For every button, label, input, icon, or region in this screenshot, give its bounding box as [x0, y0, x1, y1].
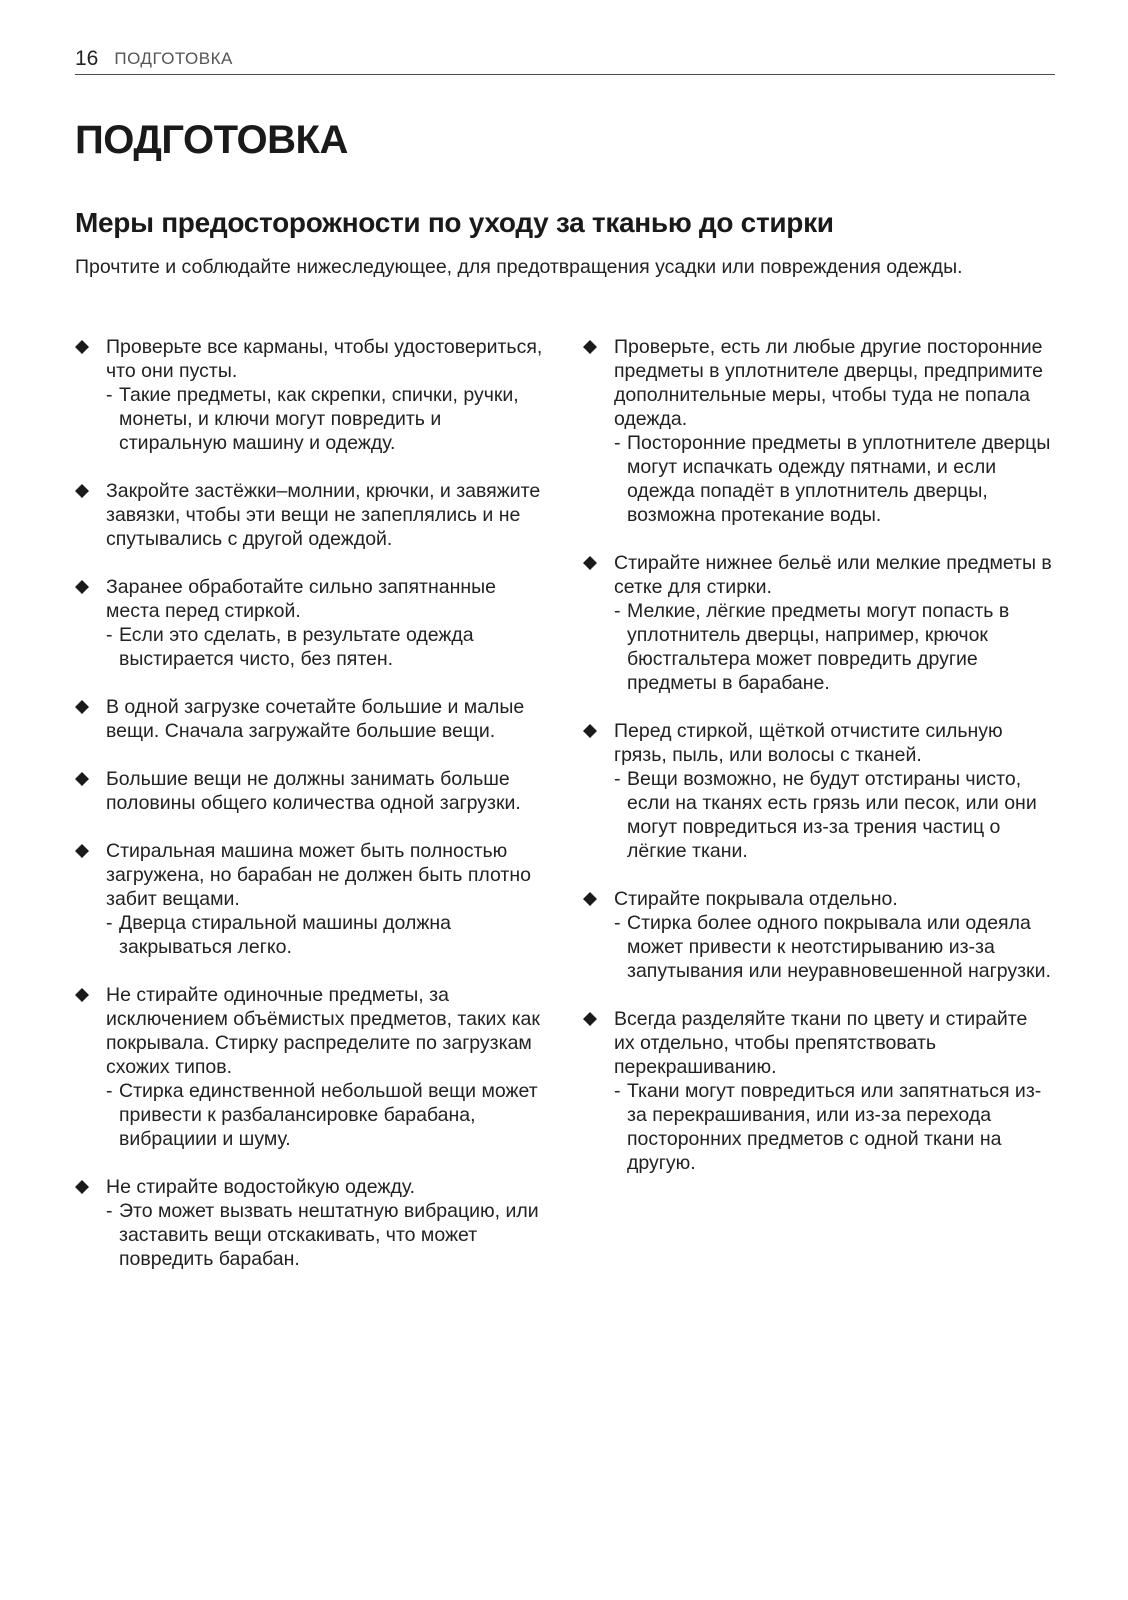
- header-section-title: ПОДГОТОВКА: [114, 49, 233, 68]
- item-note-text: Посторонние предметы в уплотнителе дверцы могут испачкать одежду пятнами, и если одежда попадёт в уплотнитель дверцы, возможна протекание воды.: [627, 432, 1051, 526]
- item-text: Большие вещи не должны занимать больше половины общего количества одной загрузки.: [106, 768, 521, 814]
- item-note: [614, 1079, 1053, 1175]
- item-text: Стиральная машина может быть полностью загружена, но барабан не должен быть плотно забит вещами.: [106, 840, 531, 910]
- page-title: ПОДГОТОВКА: [75, 118, 348, 162]
- diamond-bullet-icon: [75, 844, 89, 858]
- item-note-text: Стирка более одного покрывала или одеяла может привести к неотстирыванию из-за запутывания или неуравновешенной нагрузки.: [627, 912, 1051, 982]
- item-text: Закройте застёжки–молнии, крючки, и завяжите завязки, чтобы эти вещи не запеплялись и не спутывались с другой одеждой.: [106, 480, 541, 550]
- diamond-bullet-icon: [583, 556, 597, 570]
- diamond-bullet-icon: [583, 1012, 597, 1026]
- note-dash: -: [614, 768, 621, 790]
- note-dash: -: [614, 432, 621, 454]
- left-column: [75, 335, 550, 1295]
- item-text: Всегда разделяйте ткани по цвету и стирайте их отдельно, чтобы препятствовать перекрашиванию.: [614, 1008, 1028, 1078]
- note-dash: -: [106, 1200, 113, 1222]
- item-note: [106, 623, 550, 671]
- list-item: [583, 887, 1053, 983]
- list-item: [75, 983, 550, 1151]
- list-item: [583, 719, 1053, 863]
- item-note-text: Это может вызвать нештатную вибрацию, или заставить вещи отскакивать, что может повредить барабан.: [119, 1200, 539, 1270]
- note-dash: -: [106, 384, 113, 406]
- page-header: [75, 44, 1055, 75]
- diamond-bullet-icon: [75, 988, 89, 1002]
- item-note-text: Такие предметы, как скрепки, спички, ручки, монеты, и ключи могут повредить и стиральную машину и одежду.: [119, 384, 519, 454]
- item-note-text: Дверца стиральной машины должна закрываться легко.: [119, 912, 452, 958]
- diamond-bullet-icon: [75, 772, 89, 786]
- list-item: [75, 479, 550, 551]
- list-item: [75, 1175, 550, 1271]
- page-number: 16: [75, 47, 99, 70]
- intro-paragraph: Прочтите и соблюдайте нижеследующее, для предотвращения усадки или повреждения одежды.: [75, 256, 963, 278]
- item-note: [614, 911, 1053, 983]
- diamond-bullet-icon: [583, 892, 597, 906]
- item-note-text: Ткани могут повредиться или запятнаться из-за перекрашивания, или из-за перехода посторонних предметов с одной ткани на другую.: [627, 1080, 1042, 1174]
- note-dash: -: [106, 912, 113, 934]
- diamond-bullet-icon: [75, 340, 89, 354]
- item-note: [106, 1079, 550, 1151]
- item-note: [106, 1199, 550, 1271]
- item-note: [106, 911, 550, 959]
- note-dash: -: [106, 624, 113, 646]
- item-text: Стирайте нижнее бельё или мелкие предметы в сетке для стирки.: [614, 552, 1052, 598]
- diamond-bullet-icon: [75, 580, 89, 594]
- list-item: [583, 1007, 1053, 1175]
- item-note: [614, 767, 1053, 863]
- item-text: Не стирайте одиночные предметы, за исключением объёмистых предметов, таких как покрывала. Стирку распределите по загрузкам схожих типов.: [106, 984, 540, 1078]
- list-item: [75, 839, 550, 959]
- note-dash: -: [106, 1080, 113, 1102]
- list-item: [75, 767, 550, 815]
- item-text: Проверьте все карманы, чтобы удостовериться, что они пусты.: [106, 336, 543, 382]
- item-text: Стирайте покрывала отдельно.: [614, 888, 898, 910]
- list-item: [75, 575, 550, 671]
- item-note-text: Мелкие, лёгкие предметы могут попасть в уплотнитель дверцы, например, крючок бюстгальтера может повредить другие предметы в барабане.: [627, 600, 1010, 694]
- diamond-bullet-icon: [75, 1180, 89, 1194]
- item-note-text: Если это сделать, в результате одежда выстирается чисто, без пятен.: [119, 624, 474, 670]
- note-dash: -: [614, 1080, 621, 1102]
- diamond-bullet-icon: [75, 484, 89, 498]
- item-text: Проверьте, есть ли любые другие посторонние предметы в уплотнителе дверцы, предпримите дополнительные меры, чтобы туда не попала одежда.: [614, 336, 1043, 430]
- list-item: [583, 551, 1053, 695]
- note-dash: -: [614, 600, 621, 622]
- item-text: Не стирайте водостойкую одежду.: [106, 1176, 416, 1198]
- diamond-bullet-icon: [75, 700, 89, 714]
- list-item: [75, 695, 550, 743]
- item-note-text: Вещи возможно, не будут отстираны чисто, если на тканях есть грязь или песок, или они могут повредиться из-за трения частиц о лёгкие ткани.: [627, 768, 1037, 862]
- list-item: [75, 335, 550, 455]
- item-text: В одной загрузке сочетайте большие и малые вещи. Сначала загружайте большие вещи.: [106, 696, 525, 742]
- item-note: [106, 383, 550, 455]
- note-dash: -: [614, 912, 621, 934]
- item-text: Заранее обработайте сильно запятнанные места перед стиркой.: [106, 576, 496, 622]
- right-column: [583, 335, 1053, 1199]
- item-note-text: Стирка единственной небольшой вещи может привести к разбалансировке барабана, вибрациии и шуму.: [119, 1080, 538, 1150]
- item-text: Перед стиркой, щёткой отчистите сильную грязь, пыль, или волосы с тканей.: [614, 720, 1003, 766]
- item-note: [614, 431, 1053, 527]
- list-item: [583, 335, 1053, 527]
- diamond-bullet-icon: [583, 724, 597, 738]
- diamond-bullet-icon: [583, 340, 597, 354]
- item-note: [614, 599, 1053, 695]
- section-subtitle: Меры предосторожности по уходу за тканью до стирки: [75, 207, 834, 238]
